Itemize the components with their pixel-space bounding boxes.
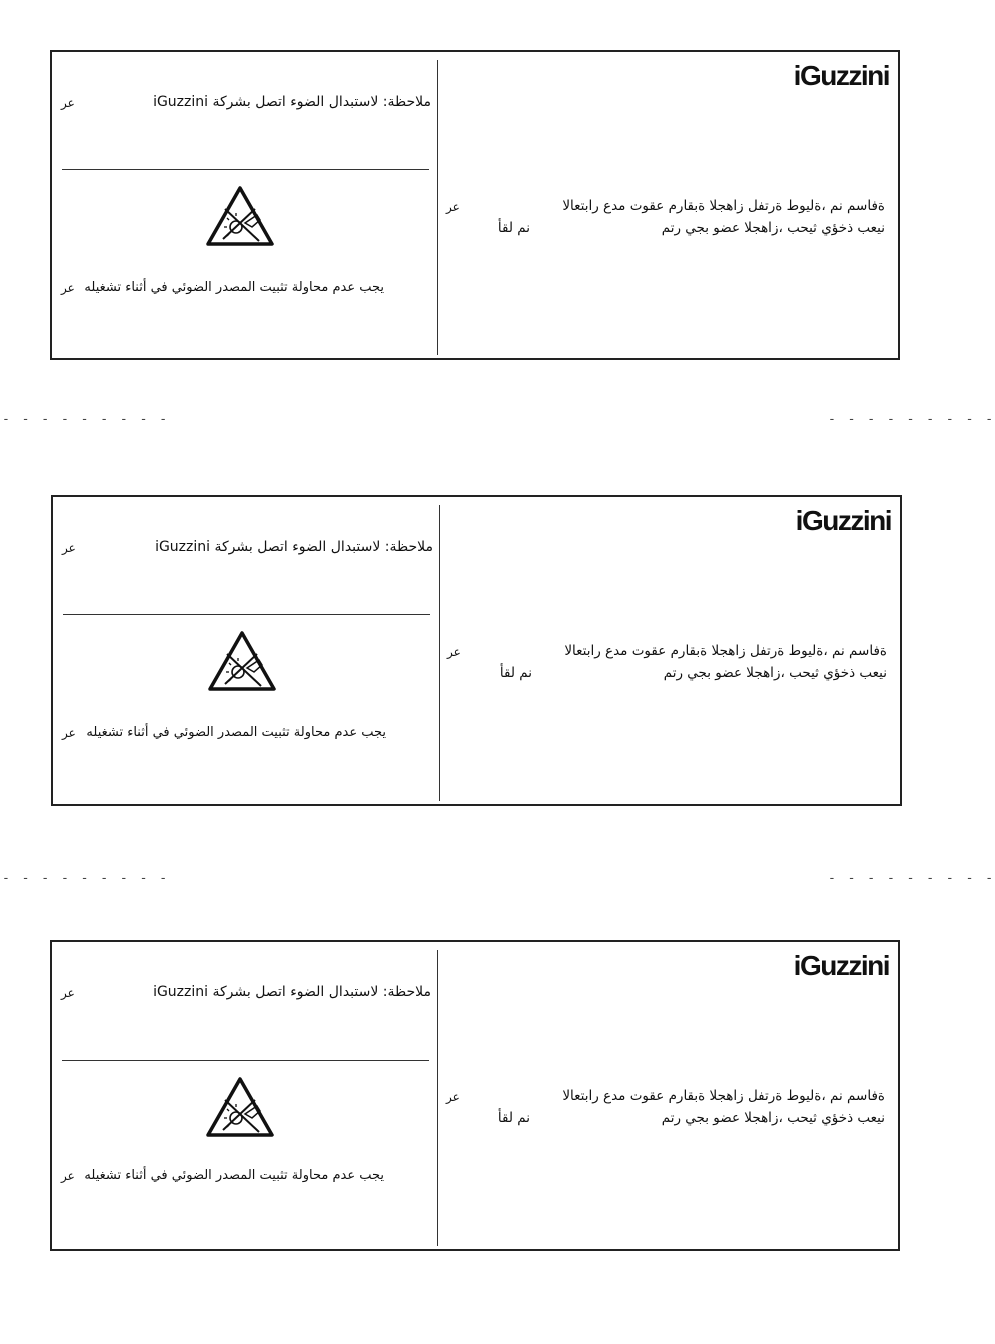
- right-text-line-2: نيعب ذخؤي ثيحب ،زاهجلا عضو بجي رتم: [663, 665, 887, 681]
- cut-mark-left: - - - - - - - - -: [2, 871, 170, 886]
- note-language-code: عر: [61, 986, 75, 1000]
- cut-mark-right: - - - - - - - - -: [828, 871, 995, 886]
- replacement-note: ملاحظة: لاستبدال الضوء اتصل بشركة iGuzzini: [153, 94, 431, 110]
- brand-logo: iGuzzini: [793, 950, 889, 981]
- label-card-3: [50, 940, 900, 1251]
- no-touch-hot-lamp-warning-icon: [205, 185, 275, 247]
- right-language-code: عر: [446, 200, 460, 214]
- section-rule: [63, 614, 430, 615]
- right-text-line-1: ةفاسم نم ،ةليوط ةرتفل زاهجلا ةبقارم عقوت مدع رابتعالا: [564, 643, 887, 659]
- right-text-line-2: نيعب ذخؤي ثيحب ،زاهجلا عضو بجي رتم: [661, 1110, 885, 1126]
- column-divider: [437, 60, 438, 355]
- right-text-line-2-end: نم لقأ: [497, 220, 530, 236]
- warning-language-code: عر: [61, 1169, 75, 1183]
- no-touch-hot-lamp-warning-icon: [207, 630, 277, 692]
- warning-text: يجب عدم محاولة تثبيت المصدر الضوئي في أثناء تشغيله: [84, 1168, 384, 1183]
- warning-text: يجب عدم محاولة تثبيت المصدر الضوئي في أثناء تشغيله: [86, 725, 386, 740]
- replacement-note: ملاحظة: لاستبدال الضوء اتصل بشركة iGuzzini: [155, 539, 433, 555]
- warning-language-code: عر: [62, 726, 76, 740]
- label-card-1: [50, 50, 900, 360]
- right-text-line-2: نيعب ذخؤي ثيحب ،زاهجلا عضو بجي رتم: [661, 220, 885, 236]
- right-text-line-1: ةفاسم نم ،ةليوط ةرتفل زاهجلا ةبقارم عقوت مدع رابتعالا: [562, 198, 885, 214]
- no-touch-hot-lamp-warning-icon: [205, 1076, 275, 1138]
- label-card-2: [51, 495, 902, 806]
- replacement-note: ملاحظة: لاستبدال الضوء اتصل بشركة iGuzzini: [153, 984, 431, 1000]
- cut-mark-left: - - - - - - - - -: [2, 412, 170, 427]
- warning-language-code: عر: [61, 281, 75, 295]
- right-text-line-2-end: نم لقأ: [497, 1110, 530, 1126]
- right-language-code: عر: [447, 645, 461, 659]
- right-text-line-1: ةفاسم نم ،ةليوط ةرتفل زاهجلا ةبقارم عقوت مدع رابتعالا: [562, 1088, 885, 1104]
- note-language-code: عر: [62, 541, 76, 555]
- column-divider: [437, 950, 438, 1246]
- right-language-code: عر: [446, 1090, 460, 1104]
- brand-logo: iGuzzini: [795, 505, 891, 536]
- section-rule: [62, 1060, 429, 1061]
- section-rule: [62, 169, 429, 170]
- right-text-line-2-end: نم لقأ: [499, 665, 532, 681]
- warning-text: يجب عدم محاولة تثبيت المصدر الضوئي في أثناء تشغيله: [84, 280, 384, 295]
- brand-logo: iGuzzini: [793, 60, 889, 91]
- cut-mark-right: - - - - - - - - -: [828, 412, 995, 427]
- note-language-code: عر: [61, 96, 75, 110]
- column-divider: [439, 505, 440, 801]
